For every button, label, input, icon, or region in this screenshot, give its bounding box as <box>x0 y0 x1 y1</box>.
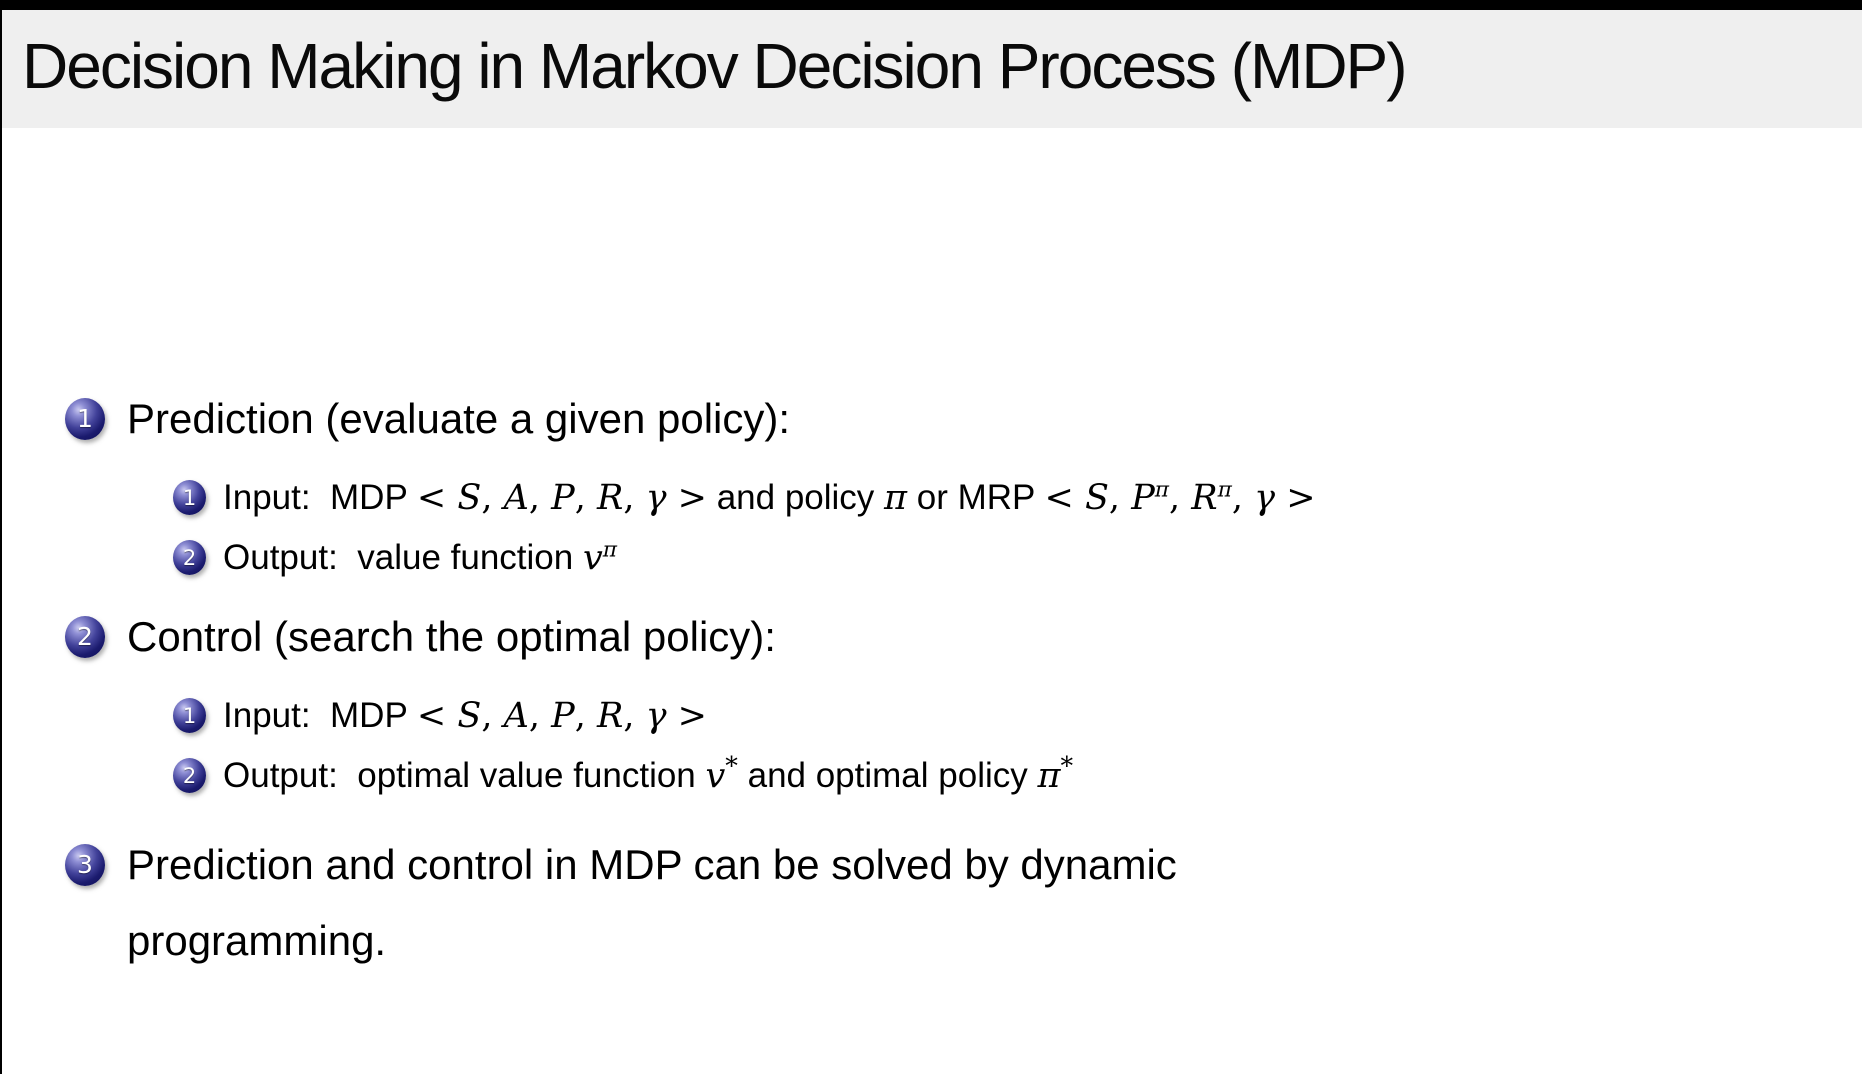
text-run: Output: optimal value function <box>223 756 706 795</box>
text-run: and policy <box>706 478 885 517</box>
text-run: π <box>1217 477 1232 503</box>
item-number-ball: 1 <box>173 698 206 733</box>
text-run: S <box>457 478 482 518</box>
text-run: * <box>725 751 738 781</box>
text-run: v <box>705 756 726 796</box>
slide-title: Decision Making in Markov Decision Process (MDP) <box>22 30 1406 102</box>
text-run: v <box>582 538 603 578</box>
item-number-ball: 1 <box>65 398 105 440</box>
item-text <box>223 534 617 582</box>
text-run: R <box>596 696 624 736</box>
text-run: Prediction and control in MDP can be solved by dynamic <box>127 841 1177 888</box>
text-run: , <box>528 696 552 736</box>
text-run: < <box>416 696 458 736</box>
item-number-ball: 3 <box>65 844 105 886</box>
text-run: S <box>457 696 482 736</box>
text-run: , <box>1231 478 1255 518</box>
text-run: > <box>666 696 707 736</box>
text-run: Prediction (evaluate a given policy): <box>127 395 791 442</box>
text-run: Input: MDP <box>223 696 417 735</box>
text-run: γ <box>645 696 667 736</box>
text-run: P <box>551 696 575 736</box>
text-run: < <box>416 478 458 518</box>
text-run: S <box>1084 478 1109 518</box>
text-run: programming. <box>127 917 387 964</box>
text-run: < <box>1044 478 1085 518</box>
text-run: Input: MDP <box>223 478 417 517</box>
text-run: or MRP <box>907 478 1045 517</box>
item-text <box>223 474 1316 522</box>
top-border <box>0 0 1862 10</box>
text-run: π <box>1037 756 1061 796</box>
text-run: P <box>1131 478 1155 518</box>
item-number-ball: 1 <box>173 480 206 515</box>
text-run: A <box>503 696 529 736</box>
list-item <box>2 609 1862 665</box>
item-number-ball: 2 <box>65 616 105 658</box>
text-run: > <box>666 478 707 518</box>
text-run: γ <box>1254 478 1276 518</box>
text-run: > <box>1275 478 1316 518</box>
text-run: , <box>623 478 646 518</box>
text-run: , <box>481 478 504 518</box>
text-run: and optimal policy <box>737 756 1038 795</box>
item-text <box>223 752 1073 800</box>
item-text <box>223 692 707 740</box>
slide-header <box>2 10 1862 128</box>
text-run: R <box>596 478 624 518</box>
sub-list-item <box>2 752 1862 800</box>
item-text <box>127 609 776 665</box>
text-run: Control (search the optimal policy): <box>127 613 776 660</box>
item-text <box>127 391 790 447</box>
text-run: , <box>528 478 552 518</box>
list-item <box>2 827 1862 979</box>
text-run: , <box>481 696 504 736</box>
text-run: π <box>1154 477 1170 503</box>
text-run: Output: value function <box>223 538 583 577</box>
text-run: π <box>884 478 908 518</box>
text-run: π <box>602 537 617 563</box>
sub-list-item <box>2 692 1862 740</box>
text-run: , <box>1169 478 1192 518</box>
slide-body <box>2 128 1862 1074</box>
item-number-ball: 2 <box>173 540 206 575</box>
text-run: , <box>574 478 597 518</box>
text-run: , <box>623 696 646 736</box>
text-run: P <box>551 478 575 518</box>
text-run: γ <box>645 478 667 518</box>
text-run: * <box>1060 751 1074 781</box>
text-run: R <box>1191 478 1218 518</box>
item-number-ball: 2 <box>173 758 206 793</box>
text-run: , <box>1108 478 1132 518</box>
list-item <box>2 391 1862 447</box>
text-run: A <box>503 478 529 518</box>
item-text <box>127 827 1177 979</box>
sub-list-item <box>2 474 1862 522</box>
text-run: , <box>574 696 597 736</box>
sub-list-item <box>2 534 1862 582</box>
